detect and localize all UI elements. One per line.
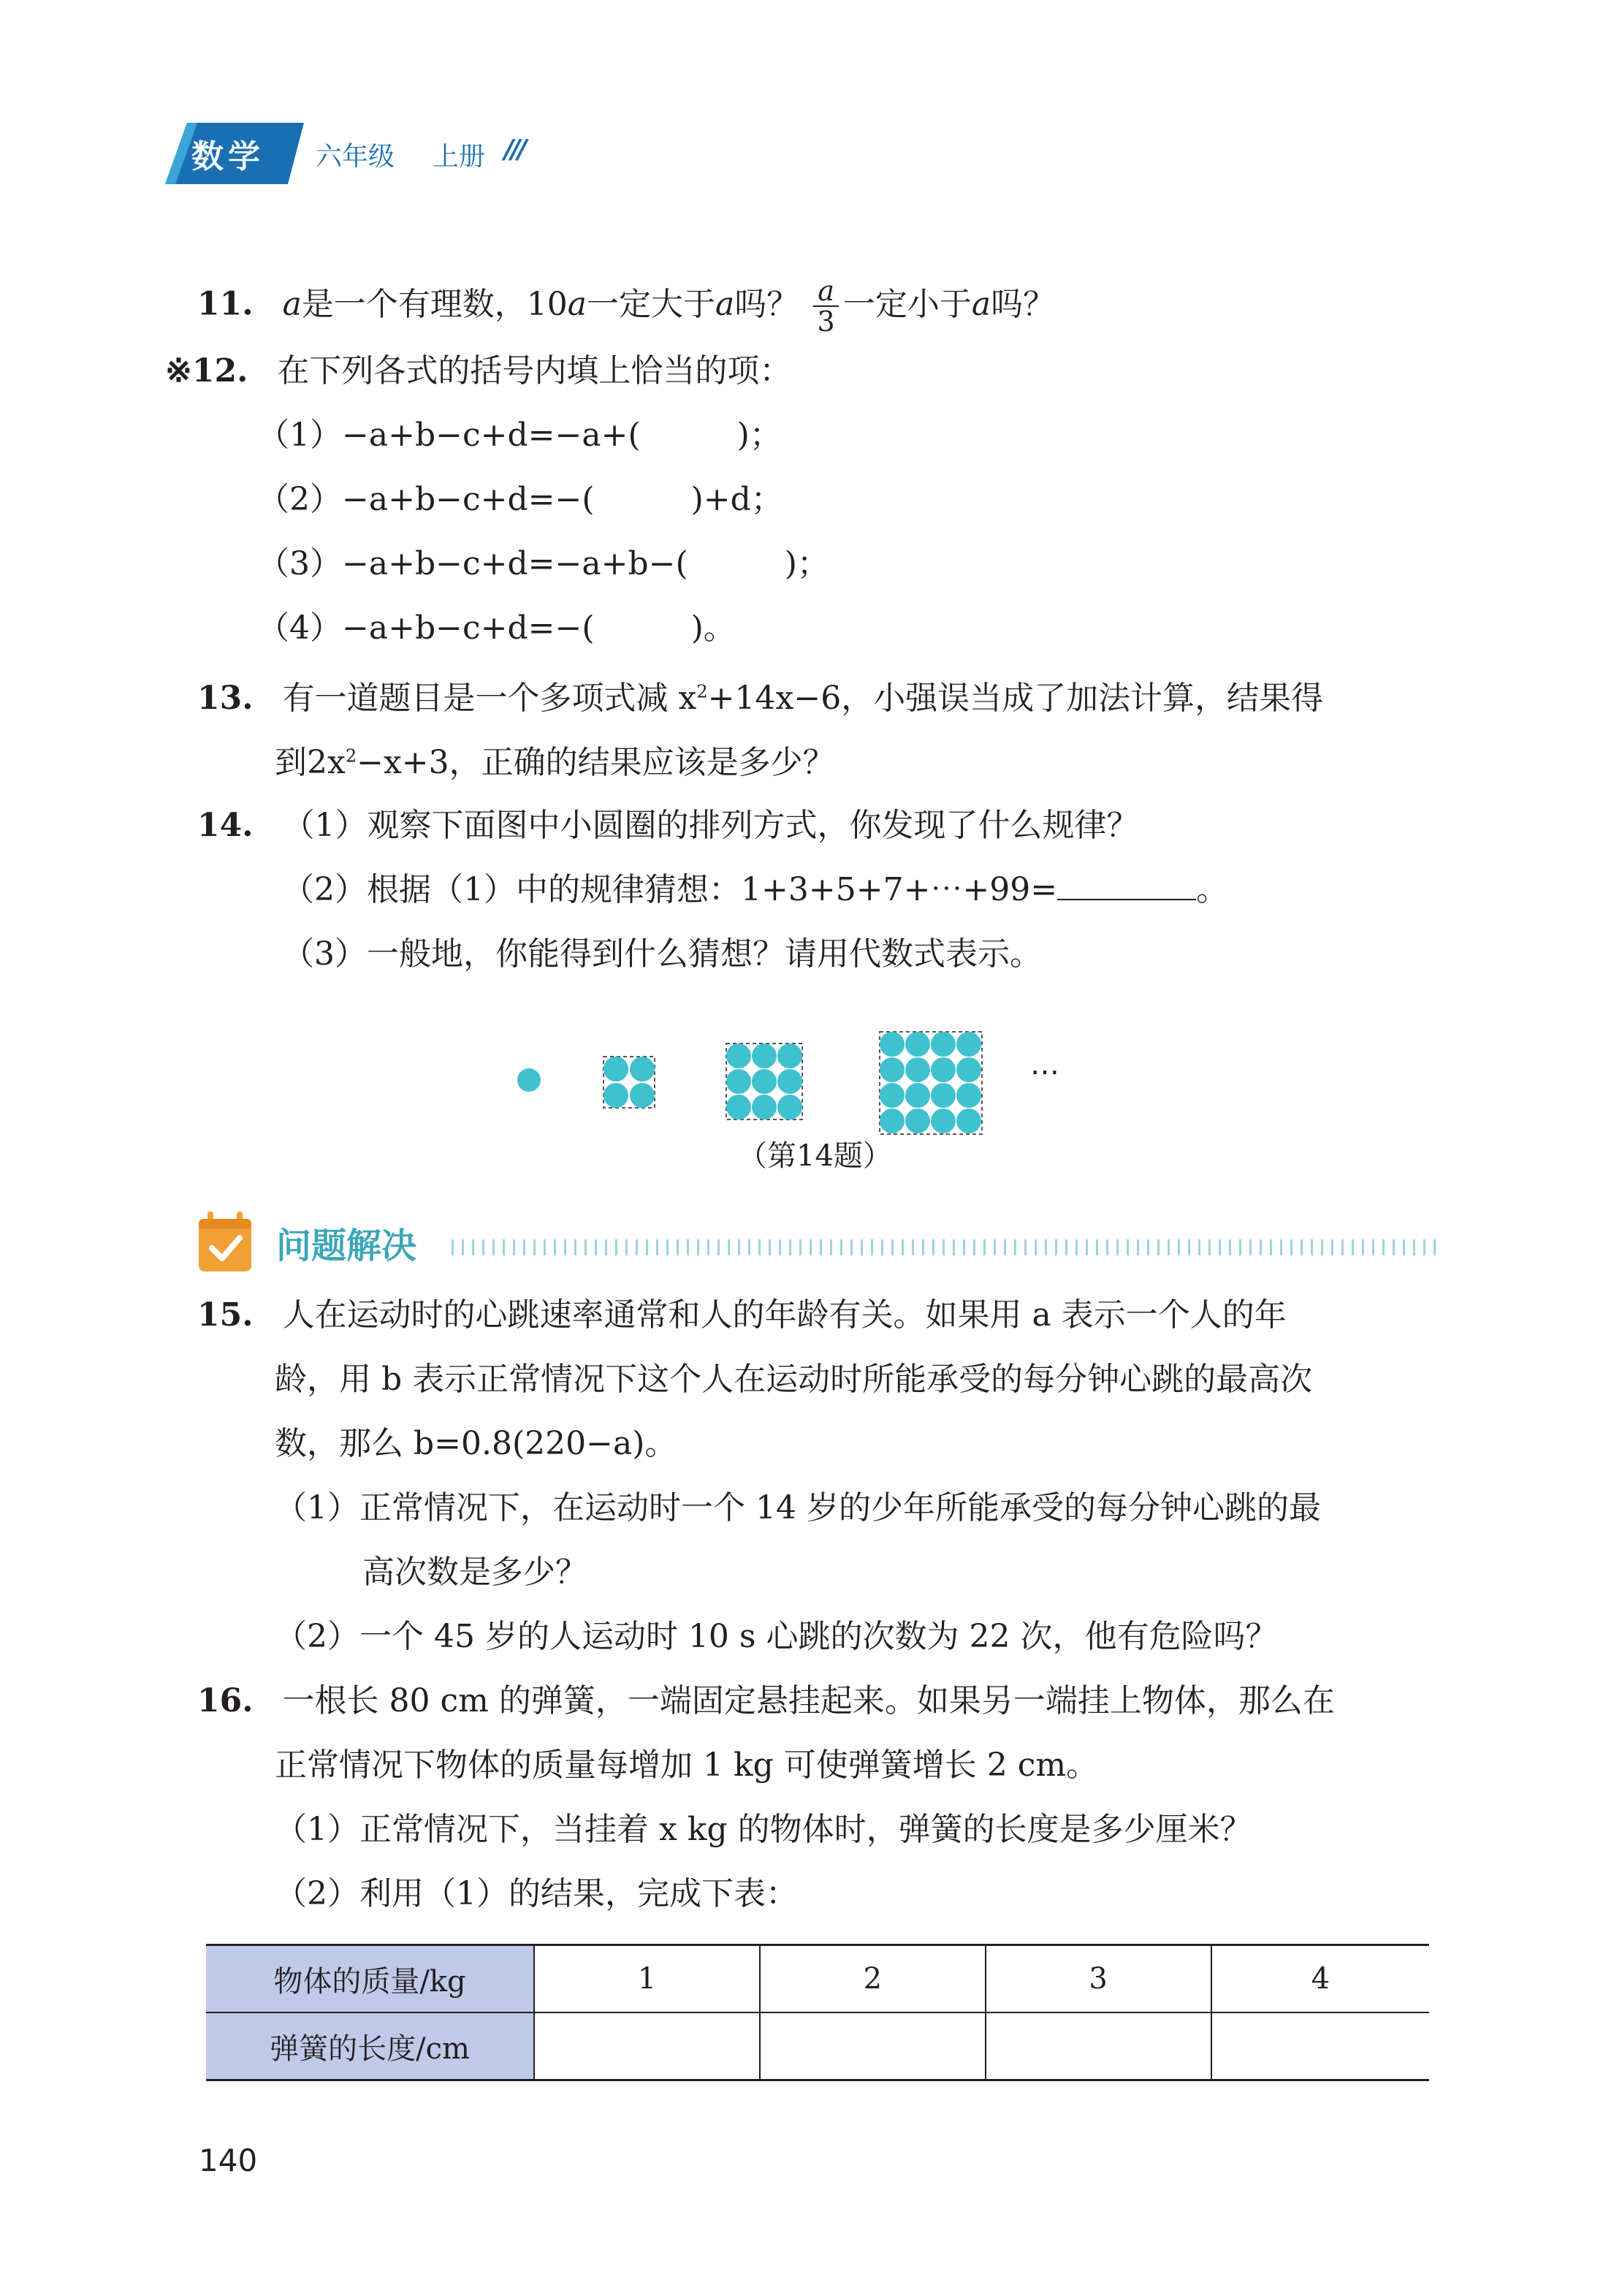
- question-number: 15.: [197, 1296, 254, 1334]
- figure-caption: （第14题）: [738, 1139, 892, 1173]
- dot-group-3: [726, 1044, 802, 1120]
- q13-text-4: −x+3，正确的结果应该是多少？: [357, 744, 835, 781]
- question-15: [197, 1293, 1287, 1337]
- var-a: a: [567, 285, 587, 323]
- row-header-mass: 物体的质量/kg: [206, 1945, 534, 2013]
- dot-group-4: [880, 1032, 982, 1134]
- q15-line-2: 龄，用 b 表示正常情况下这个人在运动时所能承受的每分钟心跳的最高次: [275, 1361, 1313, 1398]
- q12-item-2: （2）−a+b−c+d=−( )+d；: [257, 481, 783, 518]
- grade-label: 六年级: [316, 142, 395, 172]
- question-number: 11.: [197, 285, 254, 323]
- q16-part-2: （2）利用（1）的结果，完成下表：: [275, 1875, 798, 1912]
- q14-part-2-end: 。: [1196, 871, 1229, 908]
- question-13: [197, 677, 1323, 721]
- q16-line-1: 一根长 80 cm 的弹簧，一端固定悬挂起来。如果另一端挂上物体，那么在: [282, 1682, 1335, 1719]
- table-row: [206, 1945, 1429, 2013]
- q14-part-3: （3）一般地，你能得到什么猜想？请用代数式表示。: [282, 935, 1042, 973]
- header-decoration: ///: [504, 134, 525, 164]
- answer-cell[interactable]: [534, 2012, 760, 2080]
- q12-item-4: （4）−a+b−c+d=−( )。: [257, 609, 736, 647]
- dot-group-2: [604, 1057, 655, 1108]
- q15-part-1-cont: 高次数是多少？: [362, 1554, 587, 1591]
- question-number: 16.: [197, 1682, 254, 1719]
- var-a: a: [282, 285, 302, 323]
- q11-text-4: 一定小于: [842, 285, 972, 323]
- q15-line-1: 人在运动时的心跳速率通常和人的年龄有关。如果用 a 表示一个人的年: [282, 1296, 1287, 1334]
- question-text: 在下列各式的括号内填上恰当的项：: [277, 352, 792, 389]
- q16-part-1: （1）正常情况下，当挂着 x kg 的物体时，弹簧的长度是多少厘米？: [275, 1811, 1252, 1848]
- question-11: [197, 276, 1055, 336]
- exponent: 2: [696, 681, 708, 702]
- subject-title: 数学: [191, 138, 264, 175]
- answer-cell[interactable]: [1211, 2012, 1429, 2080]
- answer-cell[interactable]: [760, 2012, 986, 2080]
- exponent: 2: [345, 745, 357, 767]
- q11-text-1: 是一个有理数，10: [301, 285, 568, 323]
- q14-part-2: [282, 868, 1228, 912]
- q16-line-2: 正常情况下物体的质量每增加 1 kg 可使弹簧增长 2 cm。: [275, 1746, 1099, 1784]
- row-header-length: 弹簧的长度/cm: [206, 2012, 534, 2080]
- spring-table: [206, 1944, 1429, 2081]
- q11-text-5: 吗？: [991, 285, 1056, 323]
- figure-ellipsis: ⋯: [1030, 1055, 1059, 1089]
- section-title: 问题解决: [276, 1225, 417, 1266]
- question-16: [197, 1679, 1335, 1723]
- question-12: [165, 349, 791, 393]
- table-row: [206, 2012, 1429, 2080]
- q13-text-1: 有一道题目是一个多项式减 x: [282, 680, 697, 717]
- question-number: ※12.: [165, 352, 248, 389]
- page-number: 140: [199, 2143, 258, 2178]
- q15-part-1: （1）正常情况下，在运动时一个 14 岁的少年所能承受的每分钟心跳的最: [275, 1489, 1321, 1527]
- table-cell: 1: [534, 1945, 760, 2013]
- fraction-numerator: a: [813, 276, 839, 307]
- q13-text-2: +14x−6，小强误当成了加法计算，结果得: [707, 680, 1324, 717]
- q11-text-2: 一定大于: [587, 285, 716, 323]
- question-number: 14.: [197, 807, 254, 844]
- volume-label: 上册: [433, 142, 486, 172]
- table-cell: 4: [1211, 1945, 1429, 2013]
- fraction: [813, 276, 839, 336]
- dot: [517, 1068, 541, 1092]
- q12-item-1: （1）−a+b−c+d=−a+( )；: [257, 417, 782, 454]
- question-13-line-2: [275, 741, 835, 785]
- q15-line-3: 数，那么 b=0.8(220−a)。: [275, 1425, 677, 1462]
- q14-part-2-text: （2）根据（1）中的规律猜想：1+3+5+7+⋯+99=: [282, 871, 1058, 908]
- var-a: a: [715, 285, 735, 323]
- var-a: a: [971, 285, 991, 323]
- answer-blank[interactable]: [1057, 870, 1196, 900]
- table-cell: 2: [760, 1945, 986, 2013]
- fraction-denominator: 3: [817, 305, 835, 338]
- q13-text-3: 到2x: [275, 744, 346, 781]
- question-14: [197, 804, 1139, 848]
- answer-cell[interactable]: [986, 2012, 1211, 2080]
- table-cell: 3: [986, 1945, 1211, 2013]
- q14-part-1: （1）观察下面图中小圆圈的排列方式，你发现了什么规律？: [282, 807, 1139, 844]
- q11-text-3: 吗？: [734, 285, 799, 323]
- q12-item-3: （3）−a+b−c+d=−a+b−( )；: [257, 545, 829, 582]
- question-number: 13.: [197, 680, 254, 717]
- section-divider: [452, 1239, 1442, 1255]
- calendar-check-icon: [197, 1212, 253, 1273]
- q15-part-2: （2）一个 45 岁的人运动时 10 s 心跳的次数为 22 次，他有危险吗？: [275, 1618, 1278, 1655]
